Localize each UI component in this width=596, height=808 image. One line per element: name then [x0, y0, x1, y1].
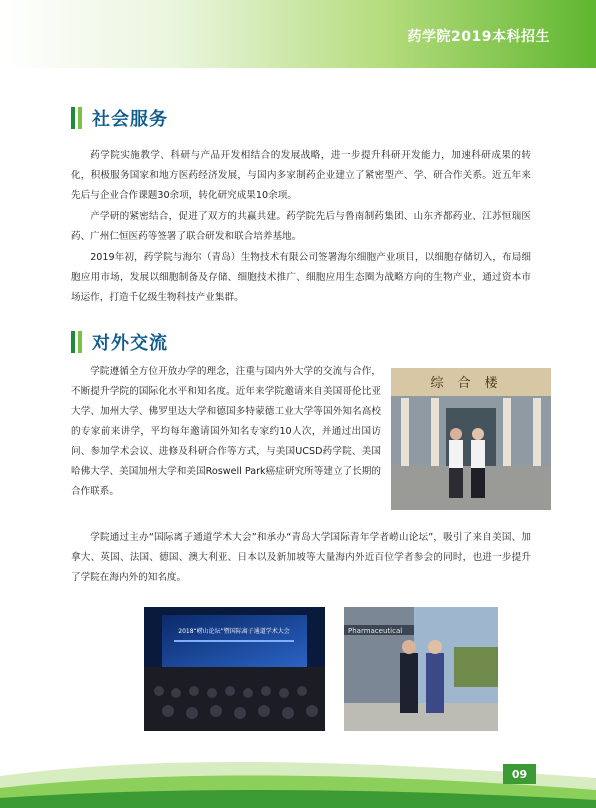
section-title: 对外交流: [92, 333, 168, 354]
heading-bar-icon: [71, 107, 75, 129]
photo-outdoor-visit: [344, 607, 498, 731]
heading-bar-icon: [71, 331, 75, 353]
heading-bar-icon: [78, 331, 82, 353]
page-number: 09: [503, 764, 536, 784]
paragraph: 药学院实施教学、科研与产品开发相结合的发展战略，进一步提升科研开发能力，加速科研成果的转化，积极服务国家和地方医药经济发展，与国内多家制药企业建立了紧密型产、学、研合作关系。近五年来先后与企业合作课题30余项，转化研究成果10余项。: [71, 150, 531, 201]
section-title: 社会服务: [92, 109, 168, 130]
facade-text: Pharmaceutical: [348, 627, 403, 635]
building-sign-text: 综合楼: [430, 376, 512, 391]
paragraph: 学院通过主办“国际离子通道学术大会”和承办“青岛大学国际青年学者崂山论坛”，吸引了来自美国、加拿大、英国、法国、德国、澳大利亚、日本以及新加坡等大量海内外近百位学者参会的同时，也进一步提升了学院在海内外的知名度。: [71, 532, 531, 583]
header-title: 药学院2019本科招生: [407, 29, 550, 45]
paragraph: 2019年初，药学院与海尔（青岛）生物技术有限公司签署海尔细胞产业项目，以细胞存储切入，布局细胞应用市场，发展以细胞制备及存储、细胞技术推广、细胞应用生态圈为战略方向的生物产业，通过资本市场运作，打造千亿级生物科技产业集群。: [71, 252, 531, 303]
paragraph: 产学研的紧密结合，促进了双方的共赢共建。药学院先后与鲁南制药集团、山东齐都药业、江苏恒瑞医药、广州仁恒医药等签署了联合研发和联合培养基地。: [71, 211, 531, 242]
section-heading-social-service: [71, 106, 168, 130]
paragraph: 学院遵循全方位开放办学的理念，注重与国内外大学的交流与合作，不断提升学院的国际化水平和知名度。近年来学院邀请来自美国哥伦比亚大学、加州大学、佛罗里达大学和德国多特蒙德工业大学等国外知名高校的专家前来讲学，平均每年邀请国外知名专家约10人次，并通过出国访问、参加学术会议、进修及科研合作等方式，与美国UCSD药学院、美国哈佛大学、美国加州大学和美国Roswell Park癌症研究所等建立了长期的合作联系。: [71, 366, 381, 497]
section-heading-external-exchange: [71, 330, 168, 354]
conference-banner-text: 2018“崂山论坛”暨国际离子通道学术大会: [178, 628, 290, 635]
heading-bar-icon: [78, 107, 82, 129]
photo-conference: [144, 607, 325, 731]
photo-building-visit: [391, 368, 551, 510]
